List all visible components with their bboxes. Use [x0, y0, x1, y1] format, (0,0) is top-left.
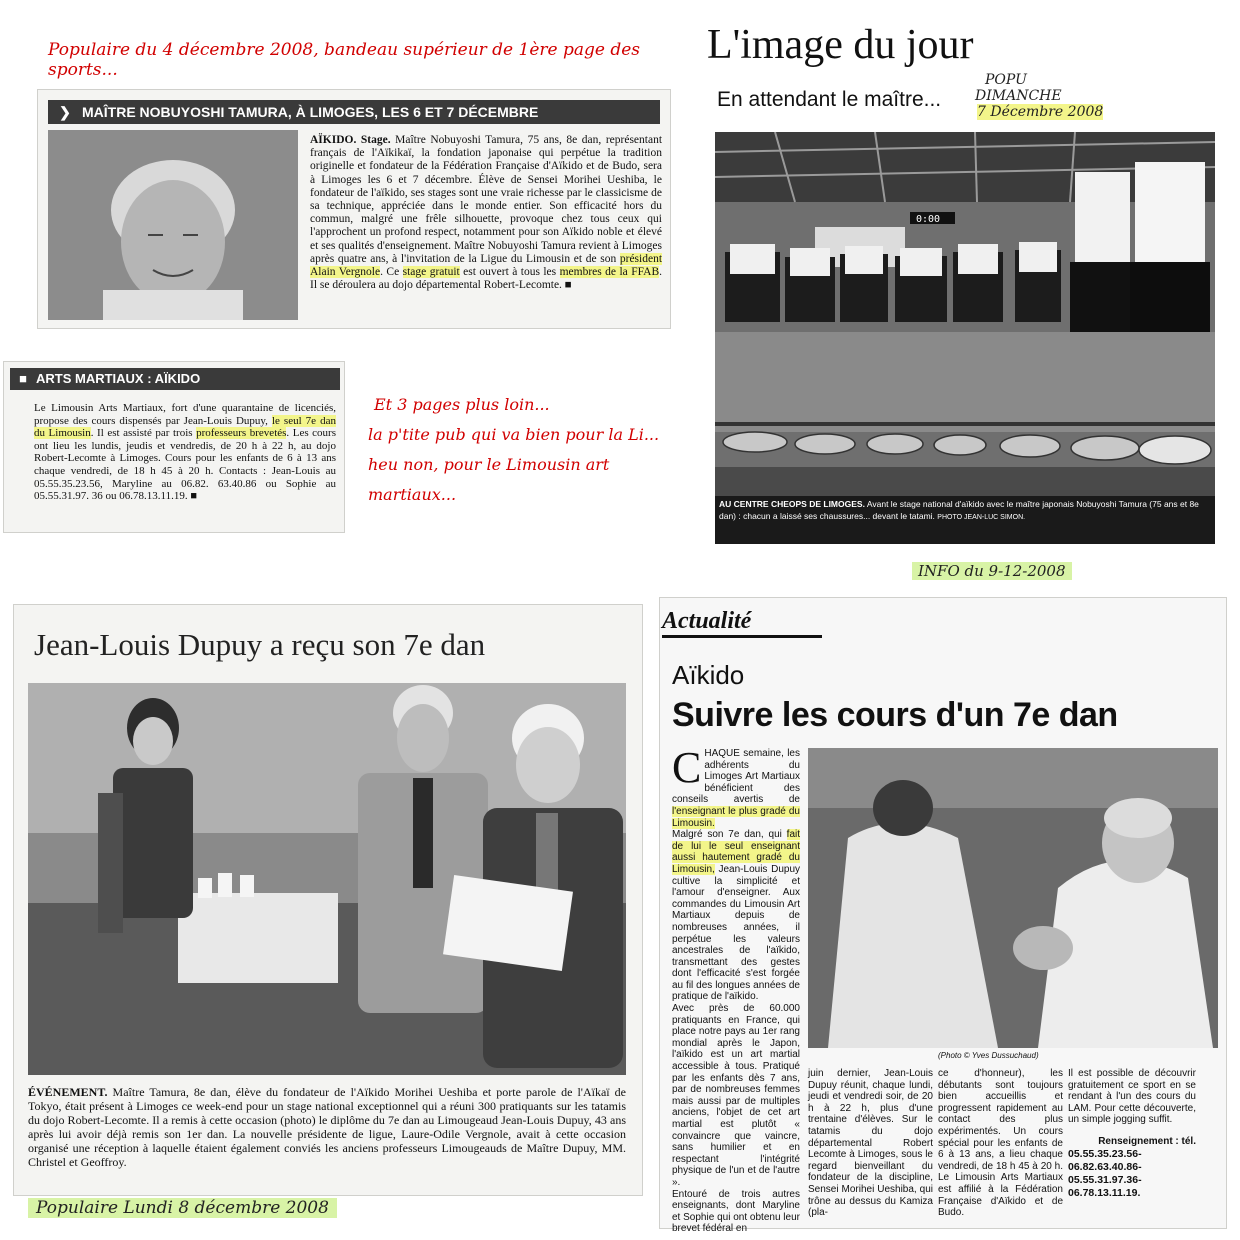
- square-icon: ■: [19, 371, 27, 386]
- handwritten-populaire-date: Populaire Lundi 8 décembre 2008: [28, 1198, 337, 1218]
- clip4-title: Jean-Louis Dupuy a reçu son 7e dan: [34, 627, 486, 662]
- clip3-caption: AU CENTRE CHEOPS DE LIMOGES. Avant le stage national d'aïkido avec le maître japonais Nobuyoshi Tamura (75 ans et 8e dan) : chacun a laissé ses chaussures... devant le tatami. PHOTO JEAN-LUC SIMON.: [715, 496, 1215, 544]
- clip1-text: AÏKIDO. Stage. Maître Nobuyoshi Tamura, 75 ans, 8e dan, représentant français de l'Aïkikaï, la fondation japonaise qui perpétue la tradition originelle et fondateur de la Fédération Française d'Aïkido et de Budo, sera à Limoges les 6 et 7 décembre. Élève de Sensei Morihei Ueshiba, le fondateur de l'aïkido, ses stages sont une vraie richesse par le classicisme de sa technique, appréciée dans le monde entier. Son efficacité hors du commun, malgré une frêle silhouette, provoque chez tous ceux qui l'approchent un profond respect, notamment pour son Aïkido noble et élevé et ses qualités d'enseignement. Maître Nobuyoshi Tamura revient à Limoges après quatre ans, à l'invitation de la Ligue du Limousin et de son président Alain Vergnole. Ce stage gratuit est ouvert à tous les membres de la FFAB. Il se déroulera au dojo départemental Robert-Lecomte. ■: [310, 134, 663, 292]
- clip5-section: Actualité: [662, 608, 822, 638]
- clipping-dupuy-7e-dan: [14, 605, 642, 1195]
- clip5-column1: C HAQUE semaine, les adhérents du Limoges Art Martiaux bénéficient des conseils avertis de l'enseignant le plus gradé du Limousin. Malgré son 7e dan, qui fait de lui le seul enseignant aussi hautement gradé du Limousin, Jean-Louis Dupuy cultive la simplicité et l'amour d'enseigner. Aux commandes du Limousin Art Martiaux depuis de nombreuses années, il perpétue les valeurs ancestrales de l'aïkido, transmettant des gestes dont l'efficacité s'est forgée au fil des longues années de pratique de l'aïkido. Avec près de 60.000 pratiquants en France, qui place notre pays au 1er rang mondial après le Japon, l'aïkido est un art martial accessible à tous. Pratiqué par les enfants dès 7 ans, par de nombreuses femmes mais aussi par de multiples anciens, l'objet de cet art martial est plutôt « convaincre que vaincre, sans humilier et en respectant l'intégrité physique de l'un et de l'autre ». Entouré de trois autres enseignants, dont Maryline et Sophie qui ont obtenu leur brevet fédéral en: [672, 743, 801, 1235]
- clipping-image-du-jour: [705, 20, 1220, 550]
- clip1-band: ❯ MAÎTRE NOBUYOSHI TAMURA, À LIMOGES, LES 6 ET 7 DÉCEMBRE: [48, 100, 660, 124]
- clip4-text: ÉVÉNEMENT. Maître Tamura, 8e dan, élève du fondateur de l'Aïkido Morihei Ueshiba et porte parole de l'Aïkaï de Tokyo, était présent à Limoges ce week-end pour un stage national exceptionnel qui a réuni 300 pratiquants sur les tatamis du dojo Robert-Lecomte. Il a remis à cette occasion (photo) le diplôme du 7e dan au Limougeaud Jean-Louis Dupuy, 43 ans après lui avoir déjà remis son 1er dan. La nouvelle présidente de ligue, Laure-Odile Vergnole, avait à cette occasion organisé une réception à laquelle étaient également conviés les anciens professeurs Limougeauds de Maître Dupuy, MM. Christel et Geoffroy.: [28, 1085, 627, 1169]
- clip2-text: Le Limousin Arts Martiaux, fort d'une quarantaine de licenciés, propose des cours dispensés par Jean-Louis Dupuy, le seul 7e dan du Limousin. Il est assisté par trois professeurs brevetés. Les cours ont lieu les lundis, jeudis et vendredis, de 20 h à 22 h, au dojo Robert-Lecomte à Limoges. Cours pour les enfants de 6 à 13 ans chaque vendredi, de 18 h 45 à 20 h. Contacts : Jean-Louis au 05.55.35.23.56, Maryline au 06.82. 63.40.86 ou Sophie au 05.55.31.97. 36 ou 06.78.13.11.19. ■: [34, 402, 336, 503]
- dropcap: C: [672, 743, 702, 792]
- clip3-title: L'image du jour: [707, 22, 974, 68]
- clipping-arts-martiaux: [4, 362, 344, 532]
- dupuy-ceremony-photo: [28, 683, 626, 1075]
- handwritten-note-middle: Et 3 pages plus loin... la p'tite pub qui va bien pour la Li... heu non, pour le Limousin art martiaux...: [368, 395, 660, 504]
- clip5-photo-credit: (Photo © Yves Dussuchaud): [938, 1051, 1039, 1060]
- aikido-class-photo: [808, 748, 1218, 1048]
- clip5-column4: Il est possible de découvrir gratuitement ce sport en se rendant à l'un des cours du LAM. Pour cette découverte, un simple jogging suffit. Renseignement : tél. 05.55.35.23.56- 06.82.63.40.86- 05.55.31.97.36- 06.78.13.11.19.: [1068, 1068, 1196, 1199]
- handwritten-note-top: Populaire du 4 décembre 2008, bandeau supérieur de 1ère page des sports...: [48, 40, 641, 80]
- clip5-column3: ce d'honneur), les débutants sont toujours bien accueillis et progressent rapidement au contact des plus expérimentés. Un cours spécial pour les enfants de 6 à 13 ans, a lieu chaque vendredi, de 18 h 45 à 20 h. Le Limousin Arts Martiaux est affilié à la Fédération Française d'Aïkido et de Budo.: [938, 1068, 1063, 1219]
- handwritten-info-date: INFO du 9-12-2008: [912, 562, 1072, 580]
- scoreboard-readout: 0:00: [916, 214, 941, 225]
- clipping-suivre-les-cours: [660, 598, 1226, 1235]
- clip5-column2: juin dernier, Jean-Louis Dupuy réunit, chaque lundi, jeudi et vendredi soir, de 20 h à 22 h, plus d'une trentaine d'élèves. Sur le tatamis du dojo départemental Robert Lecomte à Limoges, sous le regard bienveillant du fondateur de la discipline, Sensei Morihei Ueshiba, qui trône au dessus du Kamiza (pla-: [808, 1068, 933, 1219]
- clipping-tamura-stage: [38, 90, 670, 328]
- tamura-portrait-photo: [48, 130, 298, 320]
- handwritten-popu-date: POPU DIMANCHE 7 Décembre 2008: [975, 72, 1104, 120]
- clip5-title: Suivre les cours d'un 7e dan: [672, 696, 1118, 734]
- clip2-band: ■ ARTS MARTIAUX : AÏKIDO: [10, 368, 340, 390]
- arrow-icon: ❯: [59, 104, 71, 120]
- clip5-kicker: Aïkido: [672, 660, 745, 690]
- dojo-shoes-photo: [715, 132, 1215, 544]
- clip3-subtitle: En attendant le maître...: [717, 88, 942, 111]
